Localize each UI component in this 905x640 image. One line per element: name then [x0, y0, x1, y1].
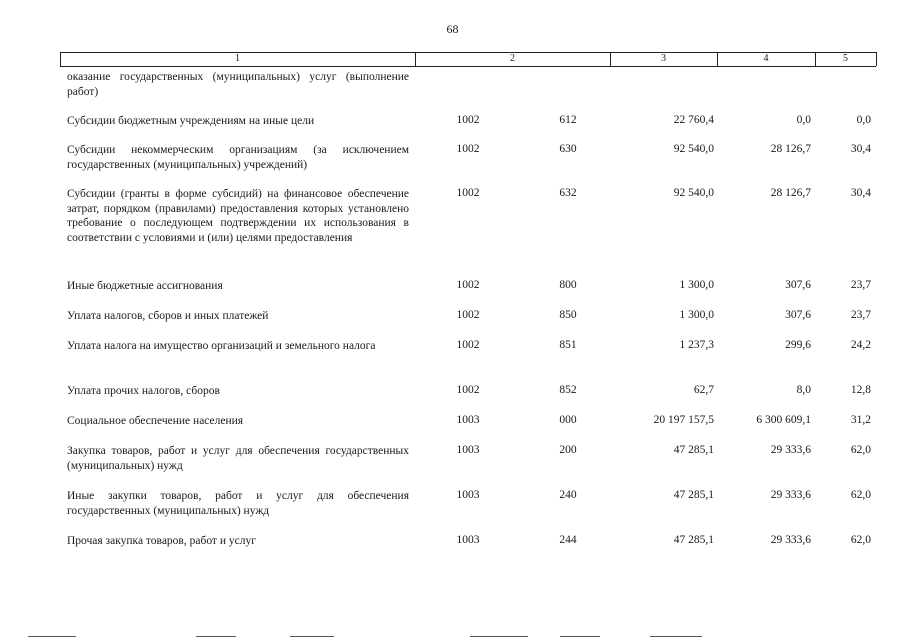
header-col-5: 5 [843, 53, 848, 64]
row-actual-amount: 29 333,6 [770, 534, 811, 546]
row-description: Уплата прочих налогов, сборов [67, 385, 220, 397]
row-description: Субсидии некоммерческим организациям (за исключением государственных (муниципальных) учреждений) [67, 144, 409, 171]
row-section-code: 1002 [456, 309, 480, 321]
row-section-code: 1002 [456, 384, 480, 396]
row-percent: 24,2 [850, 339, 871, 351]
row-plan-amount: 47 285,1 [673, 534, 714, 546]
row-plan-amount: 47 285,1 [673, 489, 714, 501]
scan-artifact [560, 636, 600, 637]
row-plan-amount: 47 285,1 [673, 444, 714, 456]
scan-artifact [650, 636, 702, 637]
scan-artifact [470, 636, 528, 637]
row-actual-amount: 307,6 [785, 309, 811, 321]
row-plan-amount: 20 197 157,5 [653, 414, 714, 426]
row-expense-type: 240 [559, 489, 577, 501]
scan-artifact [28, 636, 76, 637]
row-section-code: 1002 [456, 143, 480, 155]
row-section-code: 1002 [456, 114, 480, 126]
scan-artifact [290, 636, 334, 637]
header-col-2: 2 [510, 53, 515, 64]
row-actual-amount: 299,6 [785, 339, 811, 351]
row-plan-amount: 1 237,3 [679, 339, 714, 351]
row-section-code: 1002 [456, 187, 480, 199]
row-plan-amount: 1 300,0 [679, 279, 714, 291]
row-section-code: 1002 [456, 279, 480, 291]
header-col-1: 1 [235, 53, 240, 64]
row-description: Уплата налогов, сборов и иных платежей [67, 310, 269, 322]
row-expense-type: 852 [559, 384, 577, 396]
row-section-code: 1002 [456, 339, 480, 351]
row-actual-amount: 8,0 [796, 384, 811, 396]
scan-artifact [196, 636, 236, 637]
row-section-code: 1003 [456, 489, 480, 501]
row-expense-type: 800 [559, 279, 577, 291]
row-actual-amount: 307,6 [785, 279, 811, 291]
row-actual-amount: 29 333,6 [770, 444, 811, 456]
row-description: оказание государственных (муниципальных) услуг (выполнение работ) [67, 71, 409, 98]
row-expense-type: 630 [559, 143, 577, 155]
row-description: Прочая закупка товаров, работ и услуг [67, 535, 256, 547]
row-percent: 62,0 [850, 444, 871, 456]
row-expense-type: 000 [559, 414, 577, 426]
row-description: Закупка товаров, работ и услуг для обеспечения государственных (муниципальных) нужд [67, 445, 409, 472]
row-plan-amount: 92 540,0 [673, 187, 714, 199]
row-description: Субсидии (гранты в форме субсидий) на финансовое обеспечение затрат, порядком (правилами) предоставления которых установлено требование о последующем подтверждении их использования в соответствии с условиями и (или) целями предоставления [67, 188, 409, 244]
row-expense-type: 612 [559, 114, 577, 126]
page-number: 68 [446, 22, 459, 36]
row-percent: 62,0 [850, 489, 871, 501]
header-col-4: 4 [763, 53, 769, 64]
row-description: Субсидии бюджетным учреждениям на иные цели [67, 115, 315, 127]
row-actual-amount: 0,0 [796, 114, 811, 126]
header-divider [876, 52, 877, 66]
row-plan-amount: 22 760,4 [673, 114, 714, 126]
row-actual-amount: 28 126,7 [770, 187, 811, 199]
row-expense-type: 851 [559, 339, 577, 351]
row-plan-amount: 92 540,0 [673, 143, 714, 155]
row-percent: 23,7 [850, 279, 871, 291]
row-percent: 31,2 [850, 414, 871, 426]
row-section-code: 1003 [456, 534, 480, 546]
header-bottom-rule [60, 66, 876, 67]
row-plan-amount: 1 300,0 [679, 309, 714, 321]
row-actual-amount: 28 126,7 [770, 143, 811, 155]
row-percent: 62,0 [850, 534, 871, 546]
row-percent: 30,4 [850, 187, 871, 199]
row-section-code: 1003 [456, 444, 480, 456]
header-col-3: 3 [661, 53, 666, 64]
row-expense-type: 200 [559, 444, 577, 456]
row-description: Иные бюджетные ассигнования [67, 280, 223, 292]
row-percent: 30,4 [850, 143, 871, 155]
row-description: Социальное обеспечение населения [67, 415, 244, 427]
row-actual-amount: 6 300 609,1 [756, 414, 811, 426]
row-expense-type: 850 [559, 309, 577, 321]
row-expense-type: 632 [559, 187, 577, 199]
row-percent: 23,7 [850, 309, 871, 321]
row-expense-type: 244 [559, 534, 577, 546]
row-description: Уплата налога на имущество организаций и земельного налога [67, 340, 376, 352]
row-description: Иные закупки товаров, работ и услуг для обеспечения государственных (муниципальных) нужд [67, 490, 409, 517]
row-percent: 0,0 [856, 114, 871, 126]
row-plan-amount: 62,7 [693, 384, 714, 396]
row-actual-amount: 29 333,6 [770, 489, 811, 501]
row-percent: 12,8 [850, 384, 871, 396]
row-section-code: 1003 [456, 414, 480, 426]
